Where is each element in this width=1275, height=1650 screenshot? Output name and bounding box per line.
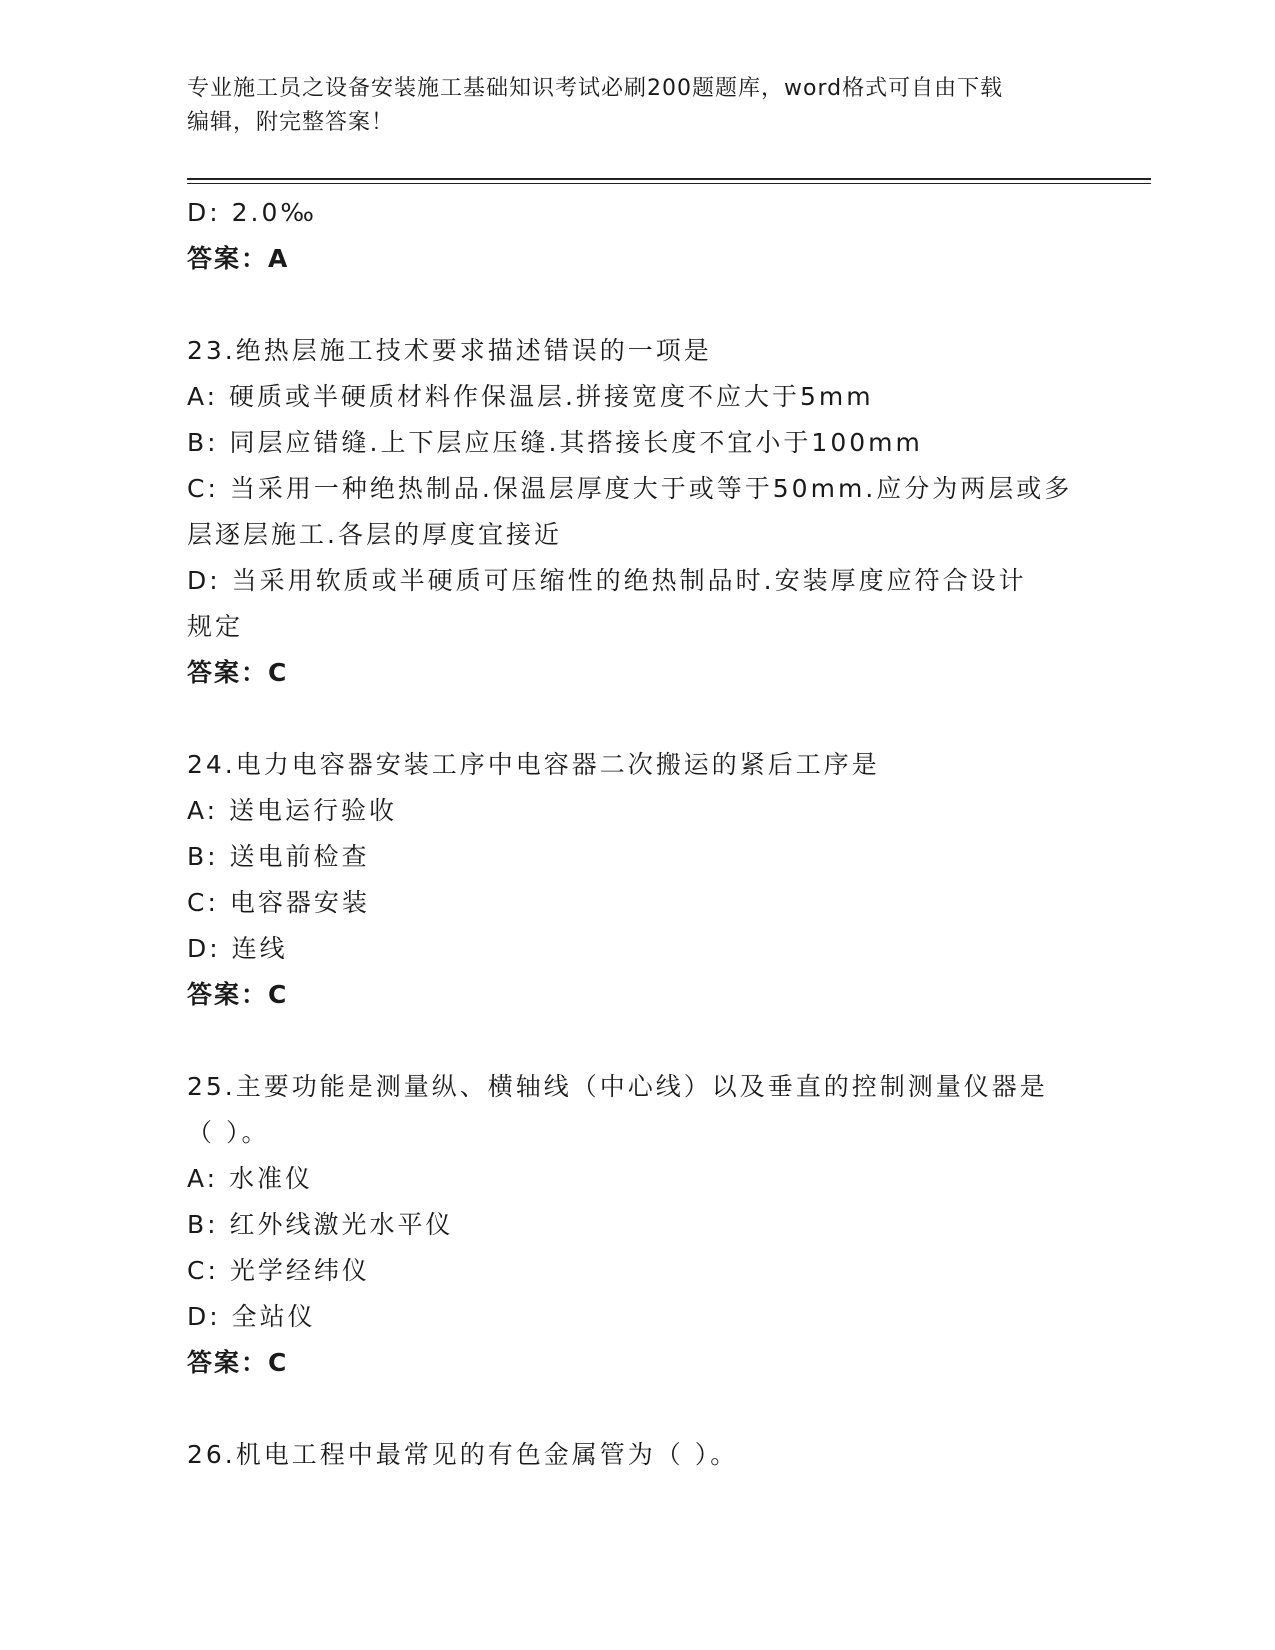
answer-text: 答案：A: [187, 244, 290, 273]
option-a: A: 送电运行验收: [187, 796, 398, 825]
option-b: B: 送电前检查: [187, 842, 370, 871]
option-d: D: 全站仪: [187, 1302, 316, 1331]
question-stem: 24.电力电容器安装工序中电容器二次搬运的紧后工序是: [187, 750, 880, 779]
option-c-line-1: C: 当采用一种绝热制品.保温层厚度大于或等于50mm.应分为两层或多: [187, 474, 1073, 503]
option-a: A: 水准仪: [187, 1164, 314, 1193]
spacer: [187, 1018, 1087, 1064]
option-d-line-2: 规定: [187, 612, 244, 641]
header-title-line-1: 专业施工员之设备安装施工基础知识考试必刷200题题库，word格式可自由下载: [187, 76, 1004, 101]
spacer: [187, 1386, 1087, 1432]
option-b: B: 红外线激光水平仪: [187, 1210, 454, 1239]
option-c-line-2: 层逐层施工.各层的厚度宜接近: [187, 520, 562, 549]
option-d: D: 2.0‰: [187, 198, 317, 227]
question-23: [187, 328, 1087, 696]
question-24: [187, 742, 1087, 1018]
spacer: [187, 696, 1087, 742]
option-d-line-1: D: 当采用软质或半硬质可压缩性的绝热制品时.安装厚度应符合设计: [187, 566, 1027, 595]
question-stem: 23.绝热层施工技术要求描述错误的一项是: [187, 336, 712, 365]
question-stem-line-2: （ ）。: [187, 1118, 270, 1147]
header-title-line-2: 编辑，附完整答案！: [187, 110, 395, 135]
spacer: [187, 282, 1087, 328]
header-divider-thick: [187, 178, 1151, 180]
answer-text: 答案：C: [187, 658, 289, 687]
option-c: C: 电容器安装: [187, 888, 370, 917]
header-divider-thin: [187, 183, 1151, 184]
question-25: [187, 1064, 1087, 1386]
option-d: D: 连线: [187, 934, 288, 963]
answer-text: 答案：C: [187, 1348, 289, 1377]
answer-text: 答案：C: [187, 980, 289, 1009]
question-stem-line-1: 25.主要功能是测量纵、横轴线（中心线）以及垂直的控制测量仪器是: [187, 1072, 1048, 1101]
option-a: A: 硬质或半硬质材料作保温层.拼接宽度不应大于5mm: [187, 382, 874, 411]
option-b: B: 同层应错缝.上下层应压缝.其搭接长度不宜小于100mm: [187, 428, 923, 457]
question-list: [187, 190, 1087, 1478]
page-header: [187, 72, 1067, 140]
question-26: [187, 1432, 1087, 1478]
question-stem: 26.机电工程中最常见的有色金属管为（ ）。: [187, 1440, 739, 1469]
option-c: C: 光学经纬仪: [187, 1256, 370, 1285]
